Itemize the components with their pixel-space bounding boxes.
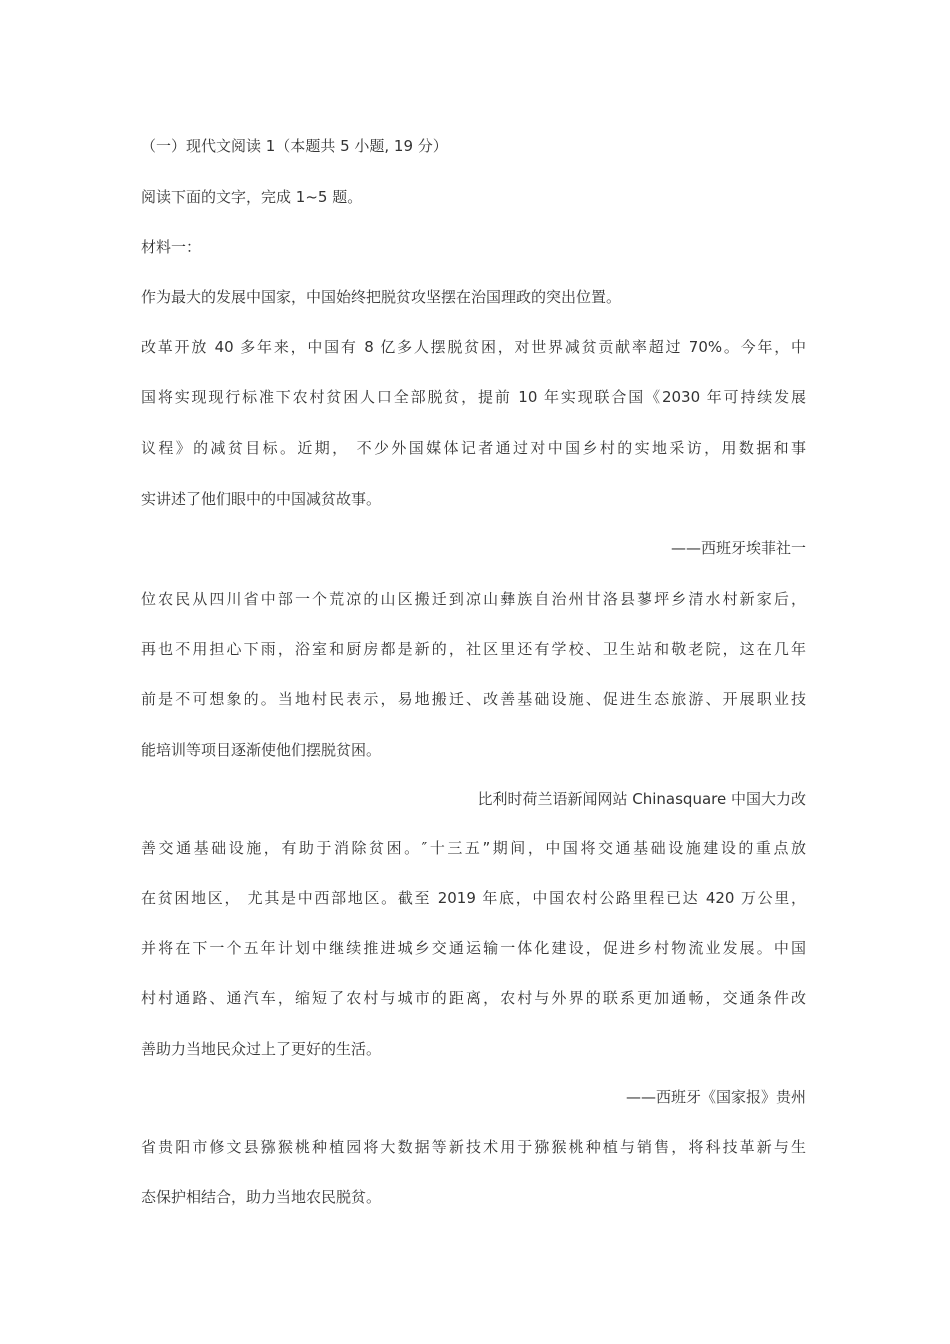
- paragraph-line: 国将实现现行标准下农村贫困人口全部脱贫，提前 10 年实现联合国《2030 年可持续发展: [141, 388, 806, 406]
- material-label: 材料一：: [141, 238, 202, 256]
- instruction-text: 阅读下面的文字，完成 1~5 题。: [141, 188, 363, 206]
- paragraph-line: 善助力当地民众过上了更好的生活。: [141, 1040, 382, 1058]
- paragraph-line: 善交通基础设施，有助于消除贫困。″十三五”期间，中国将交通基础设施建设的重点放: [141, 839, 806, 857]
- paragraph-line: 并将在下一个五年计划中继续推进城乡交通运输一体化建设，促进乡村物流业发展。中国: [141, 939, 806, 957]
- paragraph-line: 议程》的减贫目标。近期， 不少外国媒体记者通过对中国乡村的实地采访，用数据和事: [141, 439, 806, 457]
- paragraph-line: 态保护相结合，助力当地农民脱贫。: [141, 1188, 382, 1206]
- paragraph-line: 村村通路、通汽车，缩短了农村与城市的距离，农村与外界的联系更加通畅，交通条件改: [141, 989, 806, 1007]
- section-heading: （一）现代文阅读 1（本题共 5 小题, 19 分）: [141, 137, 448, 155]
- paragraph-line: 在贫困地区， 尤其是中西部地区。截至 2019 年底，中国农村公路里程已达 420 万公里，: [141, 889, 806, 907]
- paragraph-line: 改革开放 40 多年来，中国有 8 亿多人摆脱贫困，对世界减贫贡献率超过 70%。今年，中: [141, 338, 806, 356]
- paragraph-line: 作为最大的发展中国家，中国始终把脱贫攻坚摆在治国理政的突出位置。: [141, 288, 622, 306]
- source-attribution: ——西班牙《国家报》贵州: [625, 1088, 806, 1106]
- paragraph-line: 前是不可想象的。当地村民表示，易地搬迁、改善基础设施、促进生态旅游、开展职业技: [141, 690, 806, 708]
- paragraph-line: 位农民从四川省中部一个荒凉的山区搬迁到凉山彝族自治州甘洛县蓼坪乡清水村新家后，: [141, 590, 806, 608]
- paragraph-line: 再也不用担心下雨，浴室和厨房都是新的，社区里还有学校、卫生站和敬老院，这在几年: [141, 640, 806, 658]
- source-attribution: ——西班牙埃菲社一: [670, 539, 806, 557]
- paragraph-line: 省贵阳市修文县猕猴桃种植园将大数据等新技术用于猕猴桃种植与销售，将科技革新与生: [141, 1138, 806, 1156]
- paragraph-line: 实讲述了他们眼中的中国减贫故事。: [141, 490, 382, 508]
- paragraph-line: 能培训等项目逐渐使他们摆脱贫困。: [141, 741, 382, 759]
- source-attribution: 比利时荷兰语新闻网站 Chinasquare 中国大力改: [477, 790, 806, 808]
